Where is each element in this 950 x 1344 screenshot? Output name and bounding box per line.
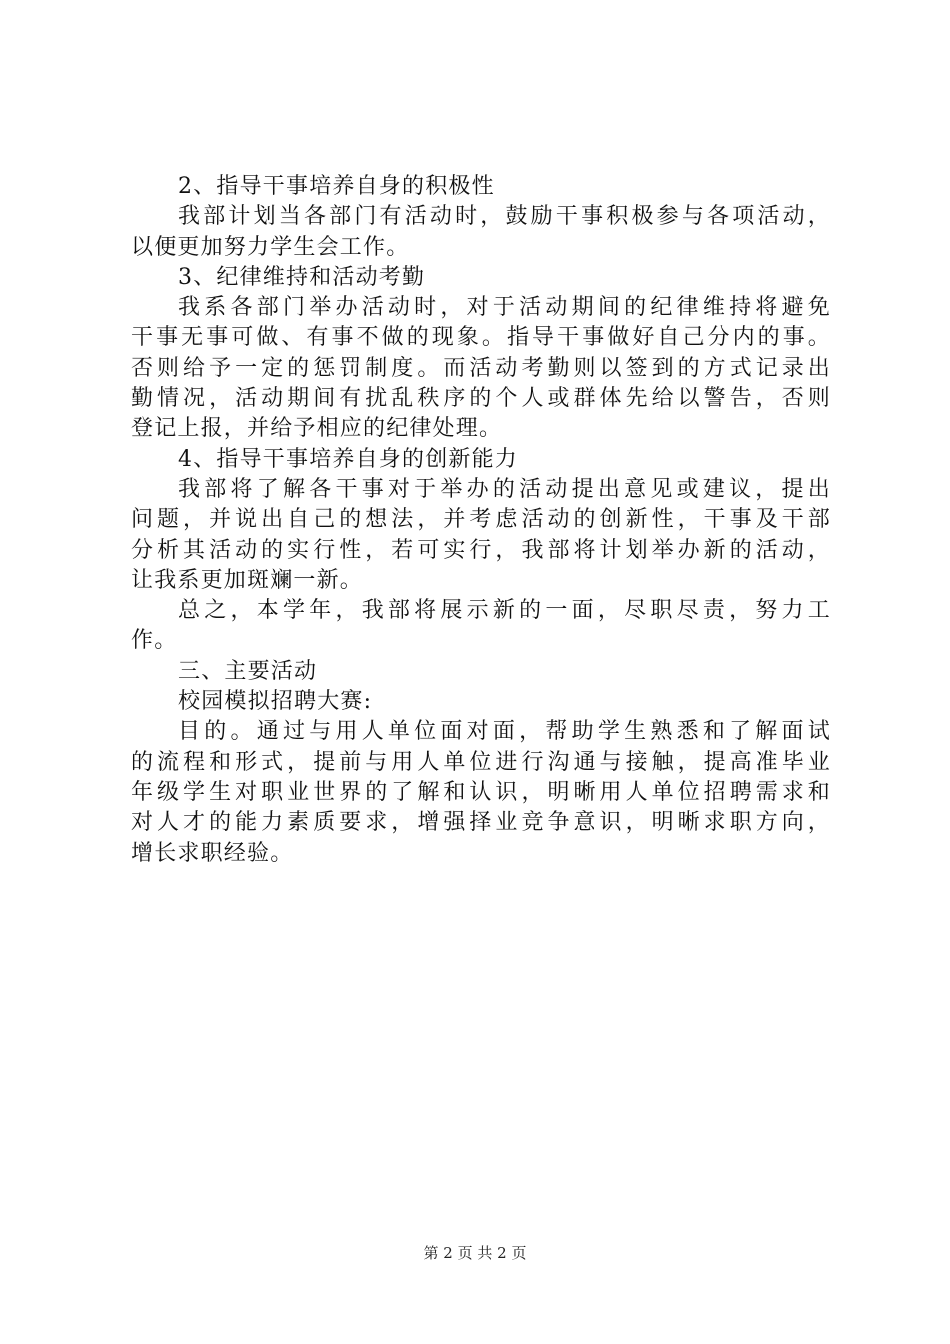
text-line: 3、纪律维持和活动考勤 <box>178 264 426 290</box>
text-line: 干事无事可做、有事不做的现象。指导干事做好自己分内的事。 <box>131 325 831 351</box>
text-line: 分析其活动的实行性，若可实行，我部将计划举办新的活动， <box>131 537 831 563</box>
text-line: 目的。通过与用人单位面对面，帮助学生熟悉和了解面试 <box>178 719 831 745</box>
text-line: 的流程和形式，提前与用人单位进行沟通与接触，提高准毕业 <box>131 749 831 775</box>
text-line: 以便更加努力学生会工作。 <box>131 234 410 260</box>
text-line: 我部计划当各部门有活动时，鼓励干事积极参与各项活动， <box>178 204 831 230</box>
text-line: 作。 <box>131 628 178 654</box>
text-line: 问题，并说出自己的想法，并考虑活动的创新性，干事及干部 <box>131 507 831 533</box>
text-line: 登记上报，并给予相应的纪律处理。 <box>131 416 503 442</box>
text-line: 勤情况，活动期间有扰乱秩序的个人或群体先给以警告，否则 <box>131 386 831 412</box>
text-line: 4、指导干事培养自身的创新能力 <box>178 446 518 472</box>
text-line: 校园模拟招聘大赛: <box>178 689 373 715</box>
text-line: 对人才的能力素质要求，增强择业竞争意识，明晰求职方向， <box>131 810 831 836</box>
text-line: 让我系更加斑斓一新。 <box>131 567 364 593</box>
text-line: 2、指导干事培养自身的积极性 <box>178 174 495 199</box>
text-line: 增长求职经验。 <box>131 840 294 866</box>
text-line: 年级学生对职业世界的了解和认识，明晰用人单位招聘需求和 <box>131 779 831 805</box>
text-line: 我系各部门举办活动时，对于活动期间的纪律维持将避免 <box>178 295 831 321</box>
text-line: 否则给予一定的惩罚制度。而活动考勤则以签到的方式记录出 <box>131 355 831 381</box>
text-line: 总之，本学年，我部将展示新的一面，尽职尽责，努力工 <box>178 598 831 624</box>
text-line: 三、主要活动 <box>178 658 318 684</box>
text-line: 我部将了解各干事对于举办的活动提出意见或建议，提出 <box>178 476 831 502</box>
page-footer: 第 2 页 共 2 页 <box>423 1244 527 1262</box>
document-body <box>131 172 831 869</box>
